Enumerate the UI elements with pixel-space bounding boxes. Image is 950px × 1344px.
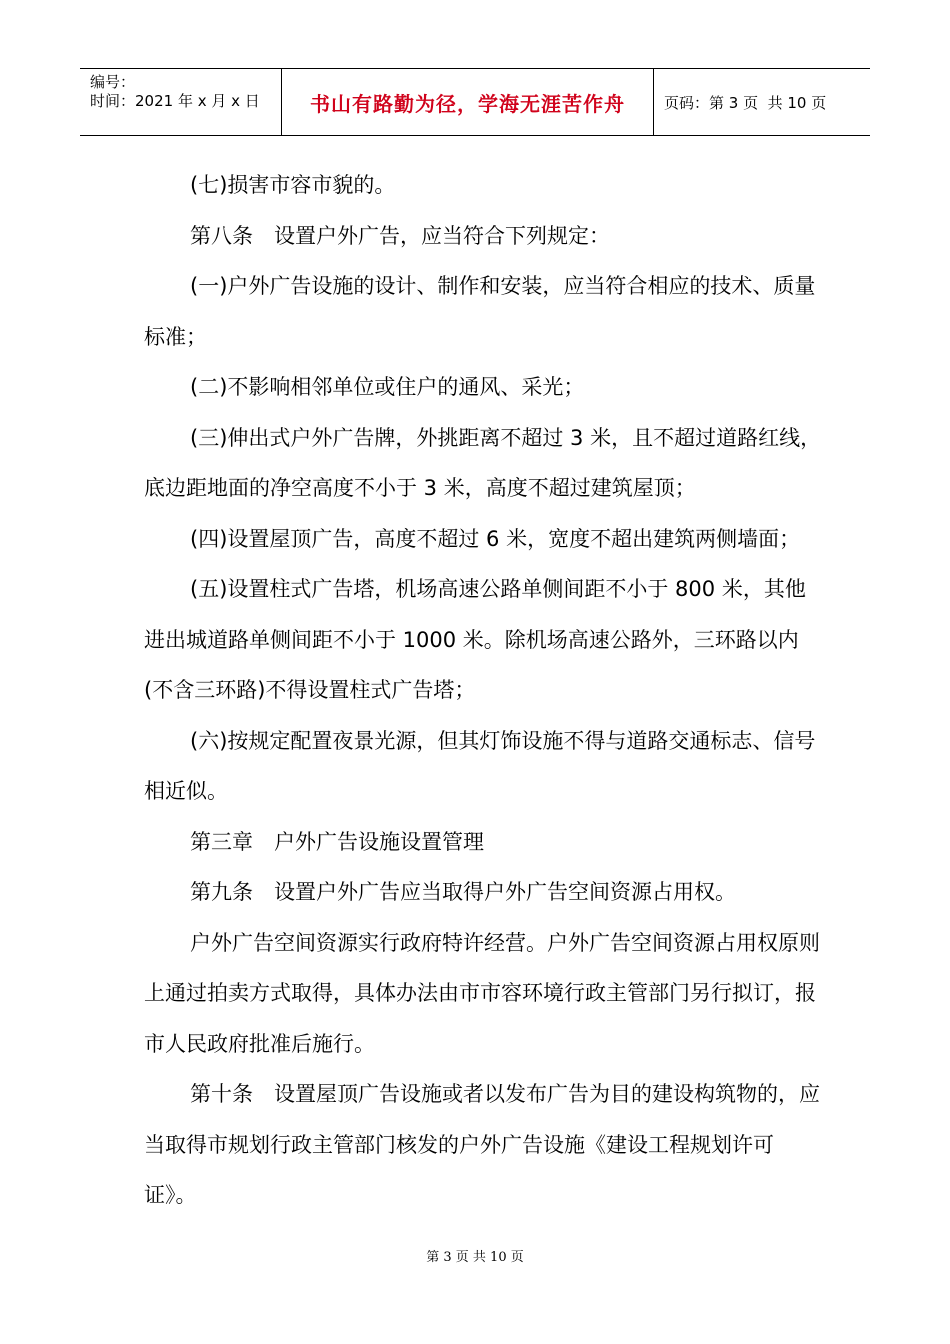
document-body [144,160,824,1221]
paragraph: (四)设置屋顶广告，高度不超过 6 米，宽度不超出建筑两侧墙面； [190,526,801,551]
paragraph: (三)伸出式户外广告牌，外挑距离不超过 3 米，且不超过道路红线，底边距地面的净空高度不小于 3 米，高度不超过建筑屋顶； [144,425,822,500]
header-motto: 书山有路勤为径，学海无涯苦作舟 [281,69,654,135]
header-page-info: 页码：第 3 页 共 10 页 [664,93,827,112]
page-header [80,68,870,136]
paragraph: 第八条 设置户外广告，应当符合下列规定： [190,223,610,248]
paragraph: (七)损害市容市貌的。 [190,173,396,197]
page-footer: 第 3 页 共 10 页 [426,1250,524,1265]
paragraph: 第十条 设置屋顶广告设施或者以发布广告为目的建设构筑物的，应当取得市规划行政主管部门核发的户外广告设施《建设工程规划许可证》。 [144,1082,820,1207]
paragraph: (六)按规定配置夜景光源，但其灯饰设施不得与道路交通标志、信号相近似。 [144,728,816,803]
header-meta [80,69,281,135]
chapter-heading: 第三章 户外广告设施设置管理 [190,829,484,854]
paragraph: (一)户外广告设施的设计、制作和安装，应当符合相应的技术、质量标准； [144,274,816,349]
paragraph: 第九条 设置户外广告应当取得户外广告空间资源占用权。 [190,880,736,904]
document-date: 时间：2021 年 x 月 x 日 [90,92,260,110]
paragraph: 户外广告空间资源实行政府特许经营。户外广告空间资源占用权原则上通过拍卖方式取得，具体办法由市市容环境行政主管部门另行拟订，报市人民政府批准后施行。 [144,930,820,1056]
paragraph: (二)不影响相邻单位或住户的通风、采光； [190,375,585,399]
document-number-label: 编号： [90,73,136,91]
paragraph: (五)设置柱式广告塔，机场高速公路单侧间距不小于 800 米，其他进出城道路单侧间距不小于 1000 米。除机场高速公路外，三环路以内(不含三环路)不得设置柱式广告塔； [144,577,806,702]
